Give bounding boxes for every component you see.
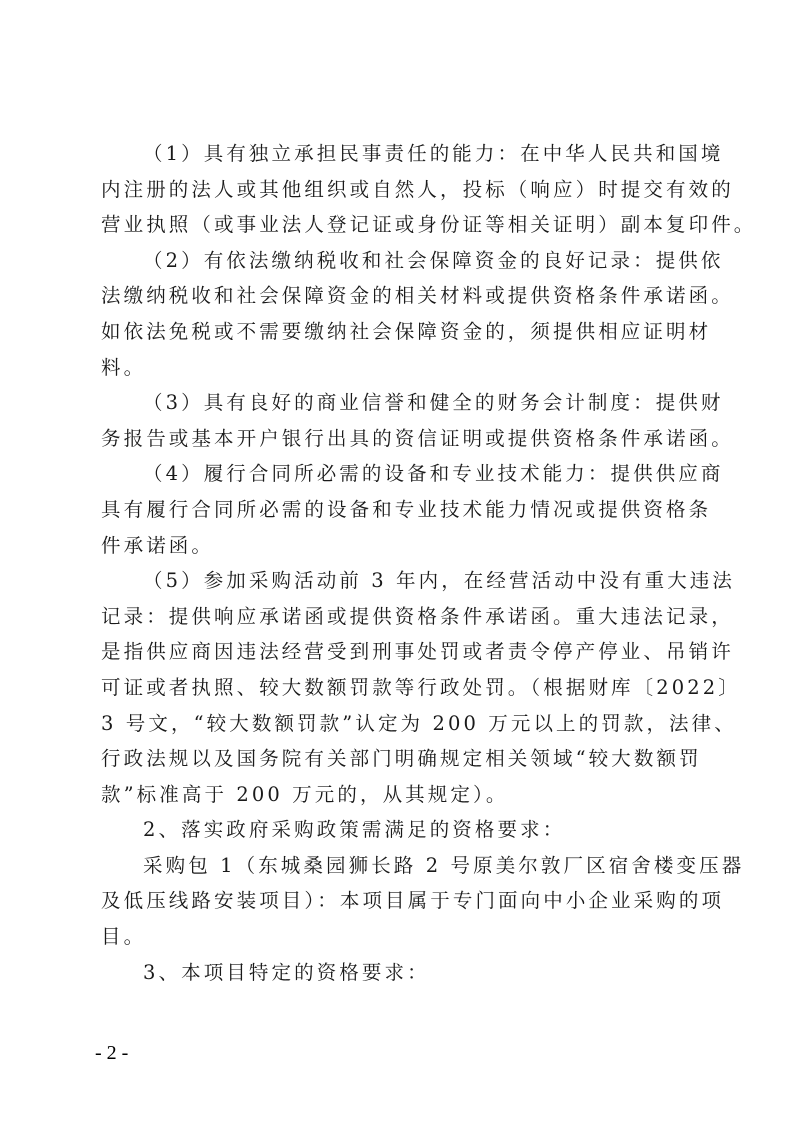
- section-heading-policy-requirements: [101, 812, 697, 848]
- paragraph-package-1: [101, 848, 745, 955]
- text-line: 内注册的法人或其他组织或自然人，投标（响应）时提交有效的: [101, 177, 734, 201]
- section-heading: 2、落实政府采购政策需满足的资格要求：: [143, 818, 566, 842]
- text-line: （1）具有独立承担民事责任的能力：在中华人民共和国境: [143, 142, 724, 165]
- text-line: 件承诺函。: [101, 533, 215, 557]
- text-line: 是指供应商因违法经营受到刑事处罚或者责令停产停业、吊销许: [101, 640, 734, 664]
- paragraph-qualification-1: [101, 136, 757, 243]
- text-line: （4）履行合同所必需的设备和专业技术能力：提供供应商: [143, 462, 724, 486]
- text-line: 具有履行合同所必需的设备和专业技术能力情况或提供资格条: [101, 497, 712, 521]
- paragraph-qualification-3: [101, 385, 734, 456]
- text-line: 3 号文，“较大数额罚款”认定为 200 万元以上的罚款，法律、: [101, 711, 737, 735]
- text-line: 如依法免税或不需要缴纳社会保障资金的，须提供相应证明材: [101, 319, 712, 343]
- text-line: 款”标准高于 200 万元的，从其规定）。: [101, 782, 509, 806]
- text-line: （2）有依法缴纳税收和社会保障资金的良好记录：提供依: [143, 248, 724, 272]
- text-line: 法缴纳税收和社会保障资金的相关材料或提供资格条件承诺函。: [101, 284, 734, 308]
- document-body: [101, 136, 757, 990]
- text-line: 料。: [101, 355, 147, 379]
- text-line: 及低压线路安装项目）：本项目属于专门面向中小企业采购的项: [101, 889, 725, 913]
- text-line: 行政法规以及国务院有关部门明确规定相关领域“较大数额罚: [101, 747, 702, 771]
- section-heading-specific-requirements: [101, 955, 697, 991]
- text-line: （5）参加采购活动前 3 年内，在经营活动中没有重大违法: [143, 569, 736, 593]
- text-line: 采购包 1（东城桑园狮长路 2 号原美尔敦厂区宿舍楼变压器: [143, 853, 745, 877]
- text-line: 营业执照（或事业法人登记证或身份证等相关证明）副本复印件。: [101, 213, 757, 237]
- text-line: 可证或者执照、较大数额罚款等行政处罚。（根据财库〔2022〕: [101, 675, 741, 699]
- paragraph-qualification-5: [101, 563, 741, 812]
- paragraph-qualification-4: [101, 456, 724, 563]
- text-line: （3）具有良好的商业信誉和健全的财务会计制度：提供财: [143, 391, 724, 415]
- text-line: 记录：提供响应承诺函或提供资格条件承诺函。重大违法记录，: [101, 604, 734, 628]
- paragraph-qualification-2: [101, 243, 734, 385]
- page-number: - 2 -: [95, 1042, 129, 1064]
- text-line: 目。: [101, 925, 147, 949]
- section-heading: 3、本项目特定的资格要求：: [143, 960, 430, 984]
- text-line: 务报告或基本开户银行出具的资信证明或提供资格条件承诺函。: [101, 426, 734, 450]
